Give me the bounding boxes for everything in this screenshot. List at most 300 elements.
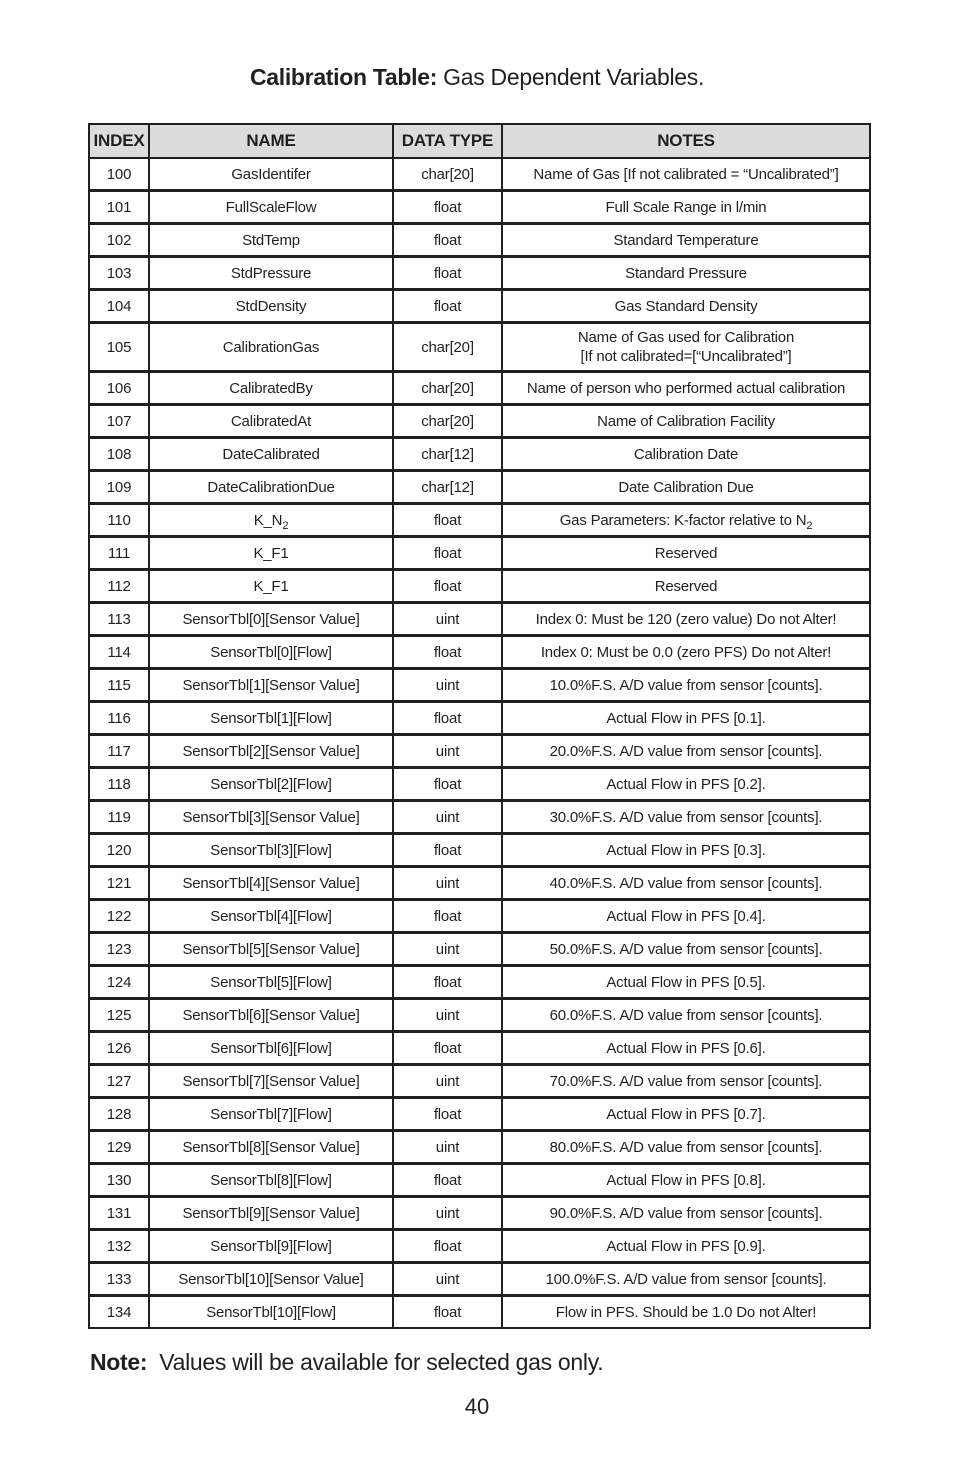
cell-notes-text: 70.0%F.S. A/D value from sensor [counts]. <box>549 1072 823 1090</box>
cell-data-type <box>393 702 502 735</box>
cell-name-text: SensorTbl[0][Sensor Value] <box>182 610 360 628</box>
cell-notes-text: 30.0%F.S. A/D value from sensor [counts]. <box>549 808 823 826</box>
table-row <box>89 257 870 290</box>
cell-name-text: K_F1 <box>253 544 289 562</box>
page-number: 40 <box>464 1394 490 1419</box>
cell-name-text: CalibratedAt <box>230 412 312 430</box>
cell-index <box>89 834 149 867</box>
cell-notes-text: Name of person who performed actual calibration <box>526 379 846 397</box>
cell-name-text: SensorTbl[8][Flow] <box>210 1171 332 1189</box>
table-row <box>89 504 870 537</box>
cell-data-type <box>393 966 502 999</box>
cell-index <box>89 966 149 999</box>
table-row <box>89 768 870 801</box>
cell-index-text: 104 <box>106 297 132 315</box>
cell-notes-text: Name of Gas [If not calibrated = “Uncalibrated”] <box>533 165 839 183</box>
cell-index-text: 124 <box>106 973 132 991</box>
cell-name-text: DateCalibrated <box>222 445 320 463</box>
cell-data-type-text: float <box>433 544 462 562</box>
cell-data-type-text: float <box>433 511 462 529</box>
cell-name <box>149 999 393 1032</box>
cell-notes-text: Date Calibration Due <box>618 478 754 496</box>
table-row <box>89 405 870 438</box>
cell-index <box>89 537 149 570</box>
cell-notes <box>502 669 870 702</box>
cell-index <box>89 323 149 372</box>
cell-notes-text: Gas Standard Density <box>614 297 758 315</box>
cell-index <box>89 1131 149 1164</box>
cell-notes-text: Gas Parameters: K-factor relative to N <box>559 511 807 529</box>
cell-notes <box>502 1230 870 1263</box>
cell-name-text: StdDensity <box>235 297 307 315</box>
cell-name <box>149 603 393 636</box>
cell-name-text: SensorTbl[3][Flow] <box>210 841 332 859</box>
cell-index <box>89 158 149 191</box>
cell-data-type <box>393 471 502 504</box>
cell-notes-text: Full Scale Range in l/min <box>605 198 767 216</box>
cell-index <box>89 1098 149 1131</box>
cell-index <box>89 900 149 933</box>
cell-notes-text: Actual Flow in PFS [0.7]. <box>606 1105 766 1123</box>
table-row <box>89 867 870 900</box>
cell-name-text: SensorTbl[1][Flow] <box>210 709 332 727</box>
cell-data-type <box>393 1263 502 1296</box>
cell-index-text: 121 <box>106 874 132 892</box>
header-name: NAME <box>149 124 393 158</box>
cell-index <box>89 438 149 471</box>
cell-notes <box>502 933 870 966</box>
cell-name-text: StdTemp <box>242 231 300 249</box>
cell-data-type-text: float <box>433 775 462 793</box>
cell-data-type <box>393 158 502 191</box>
cell-index <box>89 1065 149 1098</box>
cell-data-type <box>393 669 502 702</box>
cell-name <box>149 1032 393 1065</box>
cell-index-text: 127 <box>106 1072 132 1090</box>
cell-data-type <box>393 372 502 405</box>
cell-notes-text: Actual Flow in PFS [0.6]. <box>606 1039 766 1057</box>
table-row <box>89 1065 870 1098</box>
cell-data-type <box>393 1065 502 1098</box>
cell-notes-text: 40.0%F.S. A/D value from sensor [counts]. <box>549 874 823 892</box>
table-row <box>89 1230 870 1263</box>
cell-name <box>149 1065 393 1098</box>
cell-name <box>149 1296 393 1329</box>
table-row <box>89 834 870 867</box>
cell-data-type <box>393 1032 502 1065</box>
cell-index <box>89 1164 149 1197</box>
cell-index-text: 116 <box>107 709 131 727</box>
cell-index-text: 122 <box>106 907 132 925</box>
cell-index-text: 109 <box>106 478 132 496</box>
table-row <box>89 735 870 768</box>
cell-data-type-text: char[20] <box>421 412 474 430</box>
cell-notes <box>502 1263 870 1296</box>
table-row <box>89 999 870 1032</box>
table-row <box>89 372 870 405</box>
cell-name <box>149 933 393 966</box>
cell-data-type <box>393 1197 502 1230</box>
cell-notes <box>502 768 870 801</box>
cell-data-type-text: char[12] <box>421 445 474 463</box>
cell-index-text: 101 <box>106 198 132 216</box>
table-row <box>89 1197 870 1230</box>
table-row <box>89 158 870 191</box>
cell-index-text: 126 <box>106 1039 132 1057</box>
cell-data-type <box>393 933 502 966</box>
cell-data-type-text: float <box>433 264 462 282</box>
cell-data-type-text: float <box>433 1237 462 1255</box>
cell-name-text: SensorTbl[2][Flow] <box>210 775 332 793</box>
cell-index-text: 102 <box>106 231 132 249</box>
cell-notes-text: Name of Calibration Facility <box>597 412 775 430</box>
cell-name <box>149 323 393 372</box>
cell-name-text: SensorTbl[0][Flow] <box>210 643 332 661</box>
cell-index <box>89 702 149 735</box>
table-row <box>89 1032 870 1065</box>
footnote <box>90 1346 603 1378</box>
cell-name <box>149 290 393 323</box>
table-row <box>89 702 870 735</box>
cell-name-text: SensorTbl[5][Flow] <box>210 973 332 991</box>
cell-notes-text: 100.0%F.S. A/D value from sensor [counts]. <box>545 1270 827 1288</box>
cell-index-text: 134 <box>106 1303 132 1321</box>
cell-data-type <box>393 768 502 801</box>
cell-data-type-text: uint <box>435 1072 460 1090</box>
cell-notes <box>502 158 870 191</box>
cell-notes-text: Actual Flow in PFS [0.3]. <box>606 841 766 859</box>
cell-name-text: SensorTbl[6][Flow] <box>210 1039 332 1057</box>
title-rest: Gas Dependent Variables. <box>443 64 705 90</box>
cell-index-text: 117 <box>107 742 131 760</box>
cell-data-type-text: float <box>433 1303 462 1321</box>
cell-index-text: 111 <box>107 544 131 562</box>
table-row <box>89 669 870 702</box>
cell-notes <box>502 834 870 867</box>
cell-name-text: FullScaleFlow <box>225 198 317 216</box>
cell-index-text: 120 <box>106 841 132 859</box>
cell-index-text: 105 <box>106 338 132 356</box>
cell-notes-text: Actual Flow in PFS [0.1]. <box>606 709 766 727</box>
cell-name-text: StdPressure <box>230 264 312 282</box>
cell-index-text: 108 <box>106 445 132 463</box>
cell-index <box>89 1296 149 1329</box>
header-data-type: DATA TYPE <box>393 124 502 158</box>
cell-data-type-text: float <box>433 907 462 925</box>
table-row <box>89 1131 870 1164</box>
cell-name <box>149 570 393 603</box>
cell-notes <box>502 801 870 834</box>
cell-name-text: CalibrationGas <box>222 338 320 356</box>
cell-data-type-text: uint <box>435 808 460 826</box>
table-row <box>89 966 870 999</box>
cell-data-type <box>393 867 502 900</box>
cell-index-text: 110 <box>107 511 131 529</box>
cell-index <box>89 257 149 290</box>
table-row <box>89 801 870 834</box>
cell-name-text: SensorTbl[10][Sensor Value] <box>178 1270 364 1288</box>
cell-data-type <box>393 1230 502 1263</box>
table-row <box>89 900 870 933</box>
cell-notes-text: 90.0%F.S. A/D value from sensor [counts]. <box>549 1204 823 1222</box>
cell-notes-text: 20.0%F.S. A/D value from sensor [counts]. <box>549 742 823 760</box>
cell-notes-text: Actual Flow in PFS [0.5]. <box>606 973 766 991</box>
cell-data-type <box>393 900 502 933</box>
cell-name <box>149 1098 393 1131</box>
table-body <box>89 158 870 1328</box>
cell-notes-text: 80.0%F.S. A/D value from sensor [counts]. <box>549 1138 823 1156</box>
cell-notes <box>502 603 870 636</box>
note-label: Note: <box>90 1349 148 1375</box>
cell-data-type-text: uint <box>435 1204 460 1222</box>
cell-index <box>89 1230 149 1263</box>
cell-name <box>149 1164 393 1197</box>
cell-data-type-text: uint <box>435 1138 460 1156</box>
cell-name <box>149 702 393 735</box>
cell-notes <box>502 323 870 372</box>
cell-name-text: K_N <box>253 511 283 529</box>
cell-name <box>149 471 393 504</box>
cell-index-text: 130 <box>106 1171 132 1189</box>
cell-data-type-text: float <box>433 643 462 661</box>
cell-index-text: 106 <box>106 379 132 397</box>
cell-data-type-text: char[12] <box>421 478 474 496</box>
cell-notes <box>502 867 870 900</box>
cell-notes-text: Reserved <box>654 577 718 595</box>
cell-name-text: SensorTbl[8][Sensor Value] <box>182 1138 360 1156</box>
cell-data-type-text: float <box>433 198 462 216</box>
cell-notes <box>502 702 870 735</box>
cell-index-text: 114 <box>107 643 131 661</box>
table-row <box>89 636 870 669</box>
cell-name-text: K_F1 <box>253 577 289 595</box>
cell-name <box>149 735 393 768</box>
cell-index <box>89 570 149 603</box>
cell-name <box>149 158 393 191</box>
cell-notes <box>502 1065 870 1098</box>
cell-data-type-text: uint <box>435 940 460 958</box>
cell-index <box>89 801 149 834</box>
cell-data-type <box>393 438 502 471</box>
cell-data-type <box>393 1098 502 1131</box>
cell-name-text: SensorTbl[9][Flow] <box>210 1237 332 1255</box>
cell-data-type-text: float <box>433 709 462 727</box>
cell-data-type-text: float <box>433 577 462 595</box>
cell-data-type <box>393 191 502 224</box>
cell-notes <box>502 570 870 603</box>
cell-name <box>149 257 393 290</box>
cell-notes <box>502 1296 870 1329</box>
cell-index <box>89 603 149 636</box>
cell-index <box>89 1032 149 1065</box>
cell-notes-text: Actual Flow in PFS [0.9]. <box>606 1237 766 1255</box>
cell-index-text: 131 <box>106 1204 132 1222</box>
cell-data-type-text: uint <box>435 676 460 694</box>
cell-data-type <box>393 504 502 537</box>
cell-name-text: SensorTbl[9][Sensor Value] <box>182 1204 360 1222</box>
cell-index <box>89 669 149 702</box>
cell-name-text: SensorTbl[3][Sensor Value] <box>182 808 360 826</box>
cell-notes-text: Actual Flow in PFS [0.4]. <box>606 907 766 925</box>
cell-index-text: 118 <box>107 775 131 793</box>
table-row <box>89 290 870 323</box>
cell-data-type <box>393 224 502 257</box>
header-index: INDEX <box>89 124 149 158</box>
cell-name-text: SensorTbl[4][Sensor Value] <box>182 874 360 892</box>
cell-name <box>149 867 393 900</box>
cell-name <box>149 1230 393 1263</box>
cell-notes-text: Actual Flow in PFS [0.2]. <box>606 775 766 793</box>
cell-name <box>149 191 393 224</box>
cell-index <box>89 1197 149 1230</box>
cell-data-type <box>393 405 502 438</box>
cell-name-text: SensorTbl[10][Flow] <box>206 1303 336 1321</box>
cell-index <box>89 504 149 537</box>
cell-index <box>89 191 149 224</box>
table-row <box>89 1164 870 1197</box>
cell-notes <box>502 966 870 999</box>
table-row <box>89 191 870 224</box>
cell-name-text: SensorTbl[1][Sensor Value] <box>182 676 360 694</box>
cell-index <box>89 224 149 257</box>
cell-data-type-text: uint <box>435 742 460 760</box>
page-title <box>0 60 954 94</box>
cell-name <box>149 834 393 867</box>
cell-data-type-text: uint <box>435 1270 460 1288</box>
table-row <box>89 438 870 471</box>
cell-name <box>149 372 393 405</box>
cell-index-text: 119 <box>107 808 131 826</box>
cell-index <box>89 372 149 405</box>
cell-index-text: 113 <box>107 610 131 628</box>
cell-name <box>149 1263 393 1296</box>
cell-name-text: CalibratedBy <box>229 379 313 397</box>
cell-data-type <box>393 801 502 834</box>
cell-notes-text: Actual Flow in PFS [0.8]. <box>606 1171 766 1189</box>
cell-index <box>89 768 149 801</box>
cell-data-type <box>393 570 502 603</box>
cell-index <box>89 1263 149 1296</box>
cell-notes-text: 60.0%F.S. A/D value from sensor [counts]. <box>549 1006 823 1024</box>
cell-notes <box>502 1131 870 1164</box>
table-row <box>89 1296 870 1329</box>
cell-name-text: SensorTbl[5][Sensor Value] <box>182 940 360 958</box>
cell-notes-line2: [If not calibrated=[“Uncalibrated”] <box>580 348 792 365</box>
cell-index <box>89 405 149 438</box>
cell-data-type-text: char[20] <box>421 379 474 397</box>
cell-notes <box>502 1197 870 1230</box>
table-row <box>89 603 870 636</box>
table-header-row <box>89 124 870 158</box>
cell-notes-text: 50.0%F.S. A/D value from sensor [counts]. <box>549 940 823 958</box>
cell-index-text: 125 <box>106 1006 132 1024</box>
cell-name-text: SensorTbl[2][Sensor Value] <box>182 742 360 760</box>
cell-notes <box>502 471 870 504</box>
cell-notes-text: Standard Temperature <box>613 231 759 249</box>
cell-notes <box>502 900 870 933</box>
cell-name <box>149 636 393 669</box>
cell-notes <box>502 999 870 1032</box>
cell-name-text: DateCalibrationDue <box>207 478 335 496</box>
cell-notes <box>502 636 870 669</box>
cell-name-text: SensorTbl[7][Flow] <box>210 1105 332 1123</box>
cell-data-type <box>393 735 502 768</box>
cell-index <box>89 999 149 1032</box>
cell-name <box>149 1131 393 1164</box>
cell-notes-text: Index 0: Must be 120 (zero value) Do not Alter! <box>535 610 837 628</box>
table-row <box>89 323 870 372</box>
cell-data-type-text: float <box>433 973 462 991</box>
cell-index <box>89 867 149 900</box>
cell-notes <box>502 537 870 570</box>
cell-data-type-text: float <box>433 841 462 859</box>
cell-index-text: 128 <box>106 1105 132 1123</box>
cell-notes-subscript: 2 <box>806 519 813 532</box>
cell-notes <box>502 735 870 768</box>
table-row <box>89 933 870 966</box>
cell-notes-text: Reserved <box>654 544 718 562</box>
cell-index-text: 132 <box>106 1237 132 1255</box>
cell-name <box>149 900 393 933</box>
table-row <box>89 1098 870 1131</box>
cell-index <box>89 471 149 504</box>
cell-data-type-text: char[20] <box>421 165 474 183</box>
cell-notes-text: Name of Gas used for Calibration <box>577 329 795 346</box>
calibration-table <box>88 123 871 1329</box>
cell-notes <box>502 372 870 405</box>
cell-data-type <box>393 257 502 290</box>
cell-notes <box>502 290 870 323</box>
cell-notes <box>502 224 870 257</box>
cell-notes-text: Calibration Date <box>633 445 739 463</box>
cell-data-type-text: float <box>433 1039 462 1057</box>
table-row <box>89 537 870 570</box>
cell-name-text: SensorTbl[4][Flow] <box>210 907 332 925</box>
cell-data-type <box>393 1296 502 1329</box>
cell-name <box>149 1197 393 1230</box>
cell-index <box>89 735 149 768</box>
cell-name <box>149 537 393 570</box>
cell-notes <box>502 405 870 438</box>
cell-notes-text: 10.0%F.S. A/D value from sensor [counts]. <box>549 676 823 694</box>
cell-index-text: 129 <box>106 1138 132 1156</box>
cell-notes <box>502 504 870 537</box>
cell-name-text: GasIdentifer <box>231 165 311 183</box>
cell-index <box>89 933 149 966</box>
cell-name <box>149 768 393 801</box>
cell-data-type <box>393 537 502 570</box>
cell-index-text: 123 <box>106 940 132 958</box>
cell-notes <box>502 257 870 290</box>
cell-name-text: SensorTbl[7][Sensor Value] <box>182 1072 360 1090</box>
cell-name <box>149 224 393 257</box>
cell-data-type-text: float <box>433 231 462 249</box>
cell-index-text: 112 <box>107 577 131 595</box>
table-row <box>89 1263 870 1296</box>
cell-notes <box>502 191 870 224</box>
cell-notes <box>502 1098 870 1131</box>
cell-data-type-text: float <box>433 1171 462 1189</box>
table-row <box>89 471 870 504</box>
cell-name <box>149 801 393 834</box>
cell-name <box>149 405 393 438</box>
note-text: Values will be available for selected gas only. <box>159 1349 604 1375</box>
cell-name <box>149 669 393 702</box>
cell-index-text: 107 <box>106 412 132 430</box>
title-bold: Calibration Table: <box>249 64 438 90</box>
cell-name <box>149 504 393 537</box>
cell-data-type <box>393 999 502 1032</box>
